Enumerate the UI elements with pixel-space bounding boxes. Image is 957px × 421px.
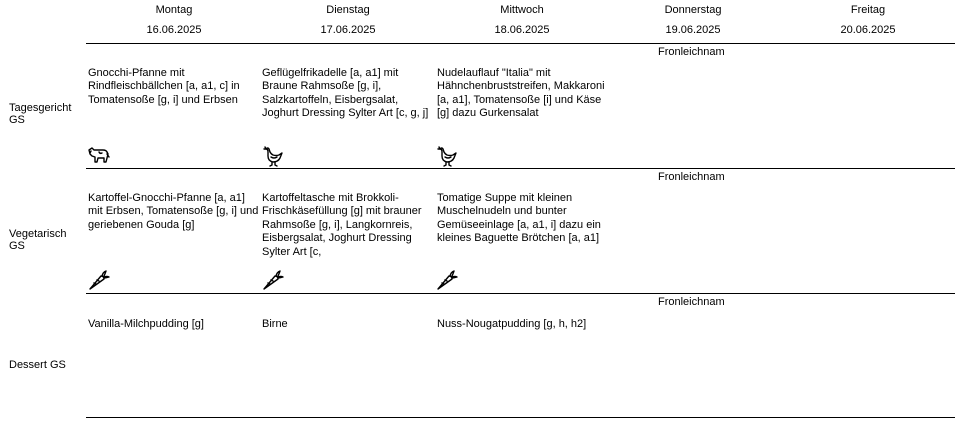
day-header-friday (781, 0, 955, 40)
row-divider (86, 293, 955, 294)
chicken-icon (435, 144, 459, 168)
day-date: 18.06.2025 (494, 24, 550, 36)
row-divider (86, 417, 955, 418)
row-label-vegetarisch (9, 228, 66, 252)
meal-cell: Gnocchi-Pfanne mit Rindfleischbällchen [a, a1, c] in Tomatensoße [g, i] und Erbsen (88, 67, 240, 106)
chicken-icon (261, 144, 285, 168)
cow-icon (87, 144, 111, 168)
row-label-line: GS (9, 114, 25, 126)
meal-cell: Nuss-Nougatpudding [g, h, h2] (437, 318, 587, 330)
day-header-monday (87, 0, 261, 40)
holiday-label: Fronleichnam (658, 46, 725, 58)
day-name: Mittwoch (500, 4, 544, 16)
meal-cell: Kartoffeltasche mit Brokkoli-Frischkäsefüllung [g] mit brauner Rahmsoße [g, i], Langkornreis, Eisbergsalat, Joghurt Dressing Sylter Art [c, (262, 192, 422, 258)
holiday-label: Fronleichnam (658, 171, 725, 183)
row-label-line: Vegetarisch (9, 228, 67, 240)
carrot-icon (87, 268, 111, 292)
row-label-line: Tagesgericht (9, 102, 72, 114)
day-date: 19.06.2025 (665, 24, 721, 36)
carrot-icon (261, 268, 285, 292)
meal-cell: Kartoffel-Gnocchi-Pfanne [a, a1] mit Erbsen, Tomatensoße [g, i] und geriebenen Gouda [g] (88, 192, 259, 231)
meal-cell: Vanilla-Milchpudding [g] (88, 318, 204, 330)
row-label-dessert (9, 359, 66, 371)
row-divider (86, 43, 955, 44)
day-name: Freitag (850, 4, 886, 16)
day-date: 17.06.2025 (320, 24, 376, 36)
row-label-line: Dessert GS (9, 359, 66, 371)
day-header-thursday (606, 0, 780, 40)
row-label-line: GS (9, 240, 25, 252)
day-header-wednesday (435, 0, 609, 40)
day-date: 20.06.2025 (840, 24, 896, 36)
day-name: Dienstag (326, 4, 370, 16)
day-name: Donnerstag (664, 4, 722, 16)
row-divider (86, 168, 955, 169)
holiday-label: Fronleichnam (658, 296, 725, 308)
meal-cell: Tomatige Suppe mit kleinen Muschelnudeln und bunter Gemüseeinlage [a, a1, i] dazu ein kleines Baguette Brötchen [a, a1] (437, 192, 601, 245)
day-name: Montag (155, 4, 193, 16)
meal-cell: Birne (262, 318, 288, 330)
row-label-tagesgericht (9, 102, 71, 126)
meal-cell: Nudelauflauf "Italia" mit Hähnchenbruststreifen, Makkaroni [a, a1], Tomatensoße [i] und Käse [g] dazu Gurkensalat (437, 67, 605, 120)
carrot-icon (435, 268, 459, 292)
meal-cell: Geflügelfrikadelle [a, a1] mit Braune Rahmsoße [g, i], Salzkartoffeln, Eisbergsalat, Joghurt Dressing Sylter Art [c, g, j] (262, 67, 429, 120)
day-date: 16.06.2025 (146, 24, 202, 36)
day-header-tuesday (261, 0, 435, 40)
